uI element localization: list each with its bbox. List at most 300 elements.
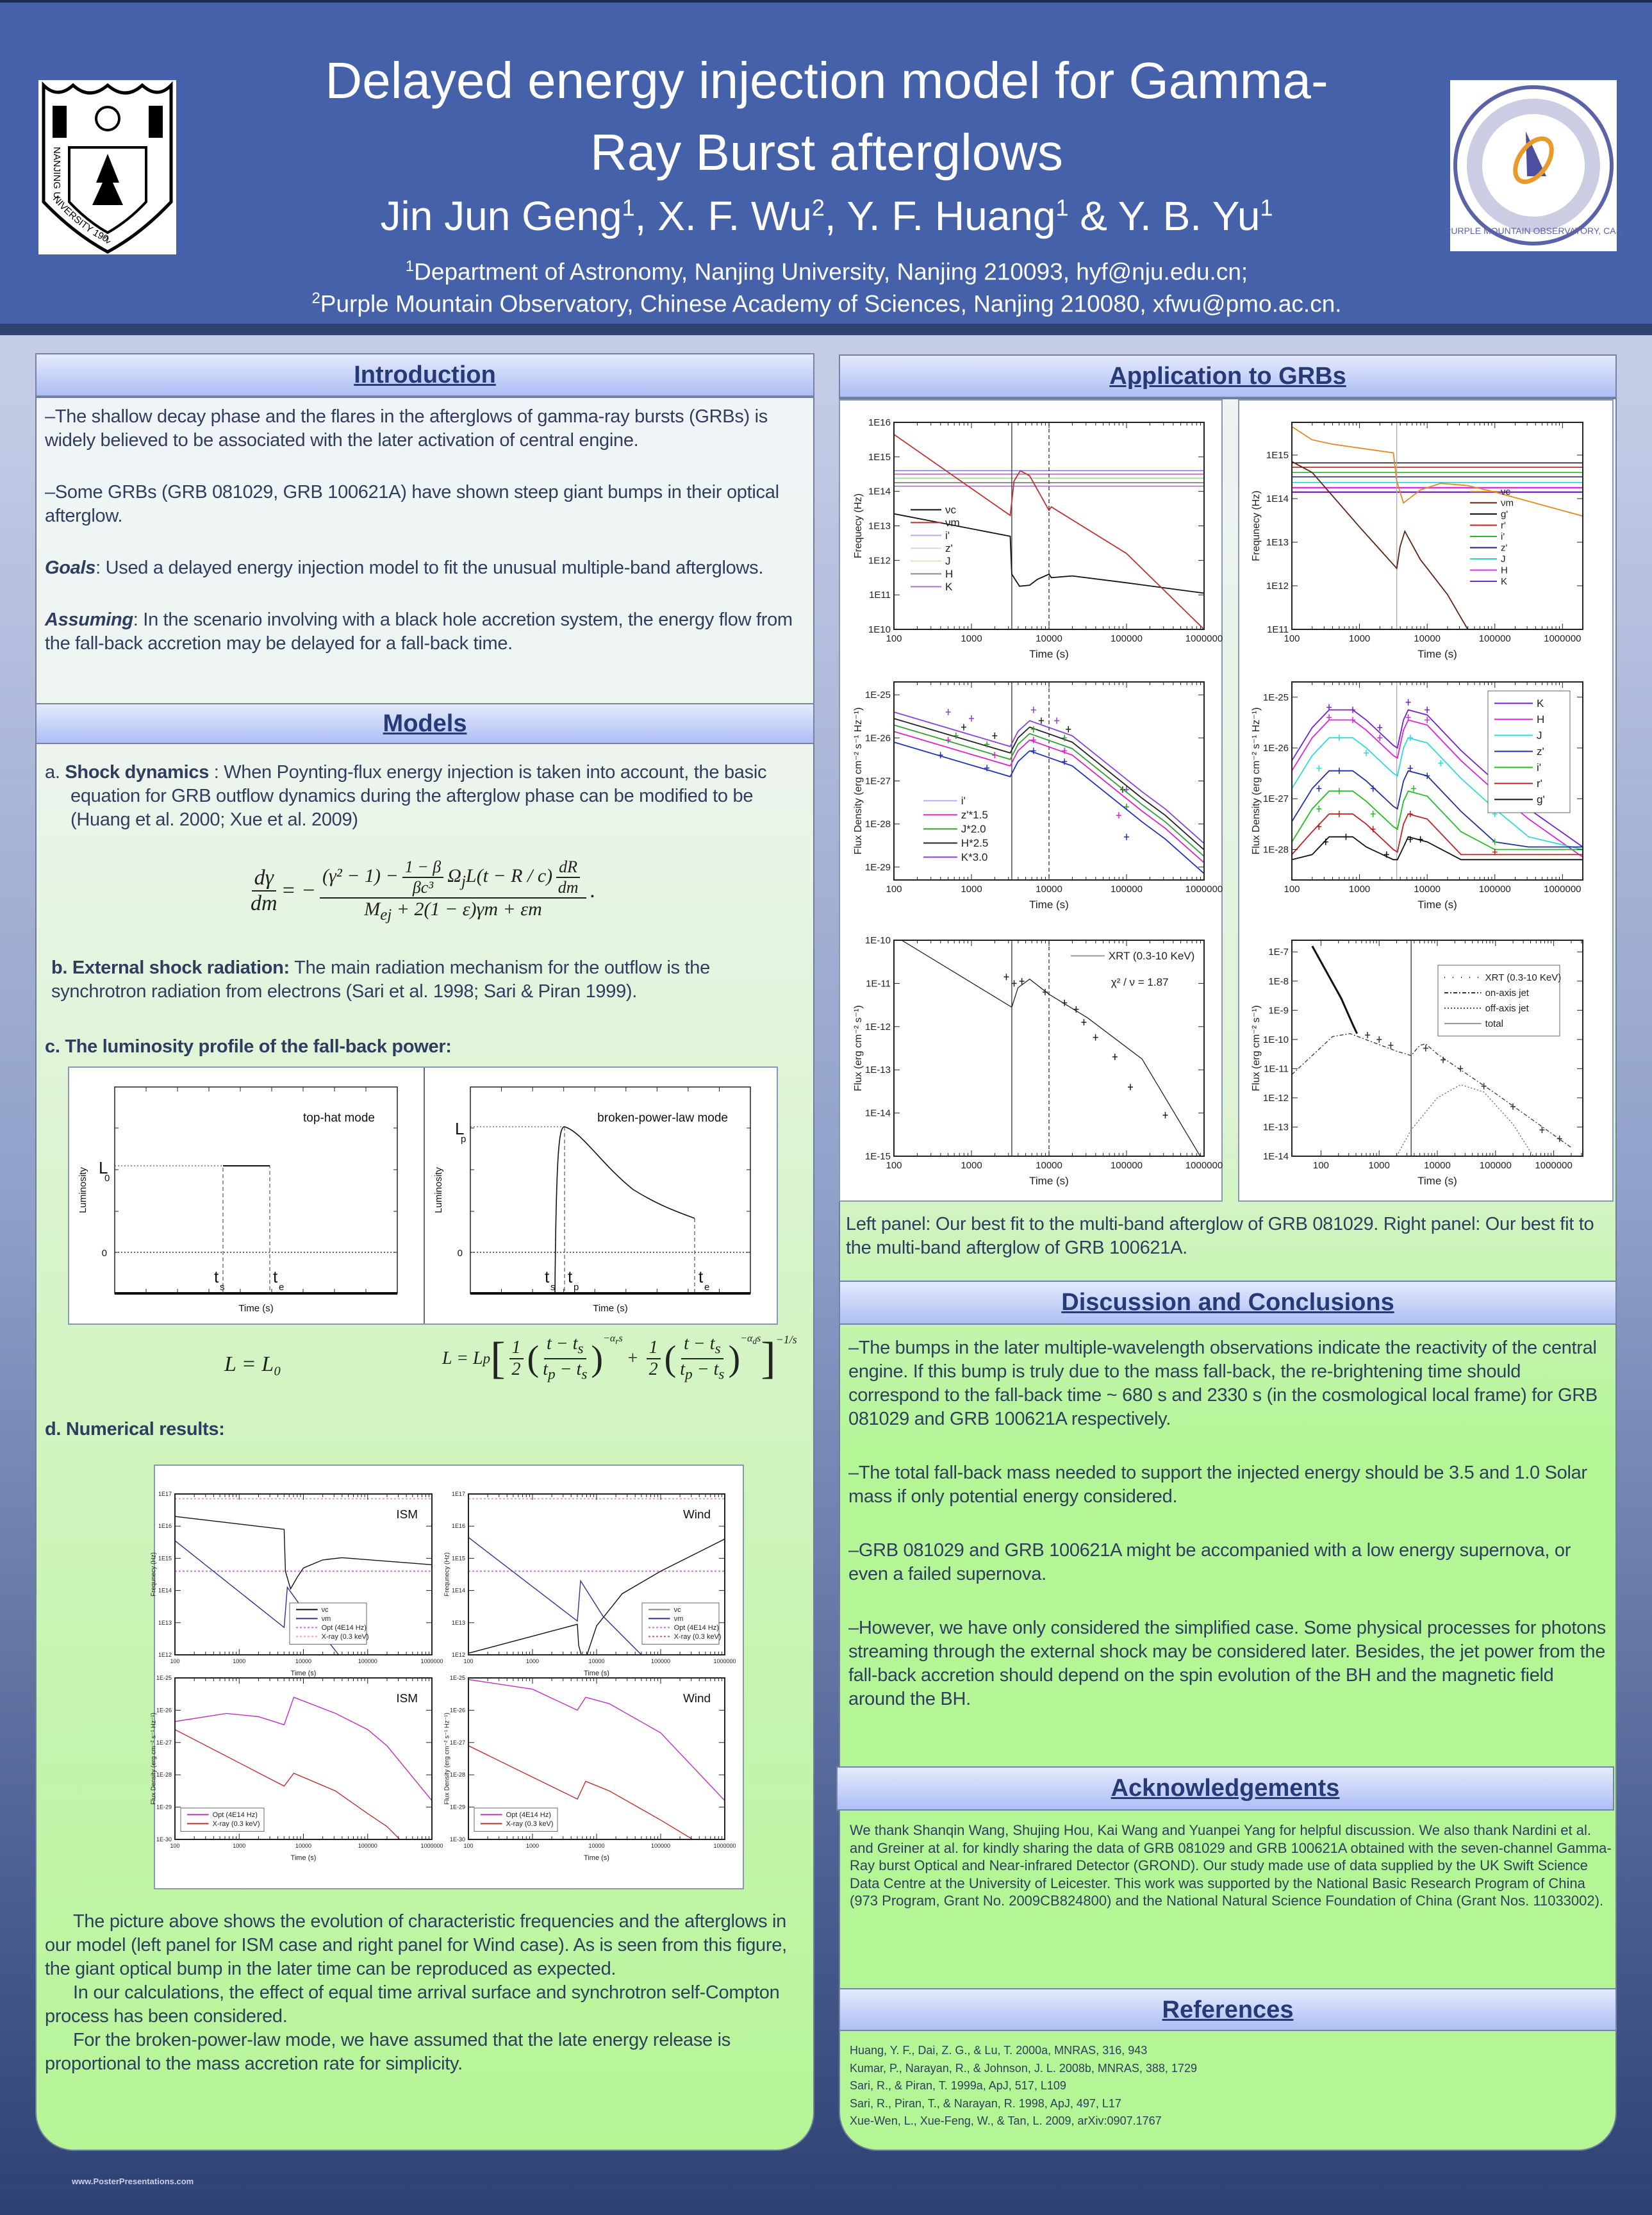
eq-term: t [543, 1359, 548, 1379]
poster-title-line2: Ray Burst afterglows [590, 124, 1064, 181]
x-axis-label: Time (s) [593, 1303, 628, 1314]
eq-term: d [752, 1336, 757, 1347]
axis-marker-subscript: s [220, 1282, 225, 1293]
section-title: Acknowledgements [1111, 1775, 1340, 1802]
author-name: X. F. Wu [657, 193, 812, 239]
x-tick-label: 10000 [1036, 633, 1062, 644]
luminosity-plot [78, 1087, 397, 1314]
model-curve [1292, 461, 1468, 629]
y-axis-label: Flux (erg cm⁻² s⁻¹) [1251, 1005, 1262, 1091]
x-tick-label: 1000 [233, 1658, 246, 1664]
eq-term: − t [555, 1359, 582, 1379]
x-tick-label: 100000 [1110, 884, 1143, 895]
model-curve [1292, 814, 1583, 854]
y-tick-label: 1E-10 [864, 935, 891, 946]
axis-marker-label: t [545, 1267, 550, 1286]
luminosity-profile-title: c. The luminosity profile of the fall-back power: [45, 1036, 452, 1057]
legend-label: z' [1501, 542, 1508, 554]
grb081029-flux-plot [853, 682, 1223, 911]
y-tick-label: 1E-30 [449, 1836, 465, 1843]
grb100621a-figure-panel [1238, 399, 1614, 1202]
axis-marker-subscript: 0 [104, 1173, 110, 1184]
x-tick-label: 1000 [961, 1160, 982, 1171]
affiliation-mark: 1 [405, 258, 415, 275]
axis-marker-subscript: p [574, 1282, 579, 1293]
model-curve [468, 1538, 641, 1655]
axis-marker-label: L [99, 1158, 108, 1177]
legend-label: g' [1501, 509, 1508, 520]
x-tick-label: 100 [886, 633, 902, 644]
x-tick-label: 10000 [1414, 884, 1441, 895]
y-tick-label: 1E-9 [1268, 1005, 1289, 1016]
y-axis-label: Frequnecy (Hz) [443, 1552, 451, 1597]
x-tick-label: 1000 [233, 1843, 246, 1849]
legend-label: νc [1501, 486, 1510, 497]
x-tick-label: 10000 [1414, 633, 1441, 644]
x-tick-label: 100 [170, 1843, 180, 1849]
lion-left-emblem [53, 106, 67, 138]
legend-label: off-axis jet [1485, 1003, 1529, 1014]
author-separator: & [1068, 193, 1118, 239]
y-tick-label: 1E-28 [156, 1771, 172, 1779]
mode-title: broken-power-law mode [597, 1111, 728, 1125]
header-divider [0, 324, 1652, 335]
affiliation-2 [192, 290, 1461, 317]
y-tick-label: 1E-28 [449, 1771, 465, 1779]
x-axis-label: Time (s) [584, 1670, 609, 1677]
legend-label: total [1485, 1018, 1503, 1029]
affiliation-text: Department of Astronomy, Nanjing University, Nanjing 210093, hyf@nju.edu.cn; [414, 258, 1248, 285]
eq-term: Ω [447, 865, 461, 886]
y-tick-label: 1E14 [451, 1587, 465, 1594]
y-tick-label: 1E-25 [449, 1675, 465, 1681]
y-tick-label: 1E-27 [156, 1739, 172, 1746]
y-tick-label: 1E15 [1266, 450, 1289, 461]
y-tick-label: 1E-29 [864, 861, 891, 873]
y-axis-label: Flux Density (erg cm⁻² s⁻¹ Hz⁻¹) [1251, 707, 1262, 855]
eq-term: dm [558, 878, 579, 897]
reference-item: Sari, R., & Piran, T. 1999a, ApJ, 517, L109 [850, 2079, 1066, 2092]
eq-term: M [364, 899, 381, 920]
affiliation-mark: 2 [311, 290, 320, 307]
y-tick-label: 1E14 [1266, 494, 1289, 504]
legend-label: r' [1501, 520, 1506, 531]
legend-label: Opt (4E14 Hz) [321, 1624, 367, 1632]
eq-term: s [757, 1333, 761, 1344]
axis-marker-label: t [698, 1267, 704, 1286]
eq-term: (γ² − 1) − [322, 865, 399, 886]
model-curve [1292, 1034, 1571, 1148]
model-curve [902, 940, 1200, 1156]
eq-term: + 2(1 − ε)γm + εm [392, 899, 542, 920]
model-curve [175, 1516, 432, 1589]
legend-label: i' [1501, 531, 1505, 542]
grb081029-figure-panel [839, 399, 1223, 1202]
poster-title-line1: Delayed energy injection model for Gamma- [325, 52, 1328, 109]
legend-label: X-ray (0.3 keV) [321, 1633, 369, 1641]
discussion-paragraph: –GRB 081029 and GRB 100621A might be accompanied with a low energy supernova, or even a failed supernova. [848, 1540, 1571, 1584]
zero-label: 0 [457, 1248, 463, 1259]
eq-term: p [547, 1366, 556, 1383]
eq-term: −1/s [775, 1333, 797, 1346]
eq-term: s [577, 1341, 584, 1357]
y-tick-label: 1E16 [868, 417, 891, 428]
y-tick-label: 1E-11 [1264, 1063, 1289, 1075]
x-tick-label: 10000 [295, 1658, 312, 1664]
reference-item: Sari, R., Piran, T., & Narayan, R. 1998, ApJ, 497, L17 [850, 2096, 1121, 2110]
legend-label: K [1501, 576, 1508, 587]
author-name: Jin Jun Geng [380, 193, 622, 239]
ism-freq-plot [150, 1491, 443, 1677]
logo-lettering: PURPLE MOUNTAIN OBSERVATORY, CAS [1445, 226, 1622, 236]
item-marker: a. [45, 762, 60, 783]
eq-term: 2 [648, 1359, 658, 1379]
wind-freq-plot [443, 1491, 736, 1677]
wind-flux-plot [443, 1675, 736, 1862]
eq-term: . [590, 879, 596, 902]
model-paragraph: The picture above shows the evolution of characteristic frequencies and the afterglows in our model (left panel for ISM case and right panel for Wind case). As is seen from this figure, the giant optical bump in the later time can be reproduced as expected. [45, 1911, 787, 1979]
eq-term: 1 [509, 1338, 524, 1359]
x-tick-label: 10000 [295, 1843, 312, 1849]
panel-title: ISM [396, 1692, 418, 1705]
eq-term: − t [692, 1359, 719, 1379]
x-tick-label: 100000 [650, 1658, 671, 1664]
legend-label: J [1501, 554, 1506, 565]
legend-label: X-ray (0.3 keV) [506, 1820, 554, 1828]
eq-term: p [483, 1350, 491, 1367]
legend-label: z'*1.5 [961, 809, 988, 821]
y-tick-label: 1E10 [868, 624, 891, 635]
axis-marker-subscript: p [461, 1134, 467, 1145]
x-axis-label: Time (s) [1417, 1175, 1457, 1187]
y-tick-label: 1E16 [158, 1523, 172, 1530]
model-curve [1396, 1084, 1533, 1156]
x-tick-label: 100000 [1478, 633, 1511, 644]
panel-title: Wind [682, 1508, 711, 1522]
shock-dynamics-text [45, 761, 795, 832]
x-tick-label: 100 [1284, 633, 1300, 644]
luminosity-profile-label [45, 1035, 452, 1059]
x-tick-label: 100 [463, 1658, 474, 1664]
y-tick-label: 1E17 [451, 1491, 465, 1497]
legend-label: νc [673, 1606, 681, 1614]
eq-term: βc³ [412, 878, 434, 897]
axis-marker-label: t [273, 1267, 278, 1286]
x-axis-label: Time (s) [1029, 899, 1069, 911]
legend-label: νm [945, 517, 960, 529]
x-tick-label: 10000 [588, 1658, 605, 1664]
panel-title: ISM [396, 1508, 418, 1522]
eq-term: j [461, 872, 466, 890]
legend-label: J [945, 555, 951, 567]
legend-label: K*3.0 [961, 851, 988, 863]
author-affiliation-mark: 2 [811, 194, 825, 221]
eq-term: + [626, 1348, 639, 1368]
y-tick-label: 1E-29 [156, 1804, 172, 1811]
model-paragraph: In our calculations, the effect of equal time arrival surface and synchrotron self-Compton process has been considered. [45, 1982, 780, 2027]
grb100621a-flux-plot [1251, 682, 1583, 911]
legend-label: r' [1537, 777, 1542, 790]
mode-title: top-hat mode [303, 1111, 375, 1125]
eq-term: −α [603, 1333, 616, 1344]
intro-paragraph: –The shallow decay phase and the flares in the afterglows of gamma-ray bursts (GRBs) is widely believed to be associated with the later activation of central engine. [45, 406, 768, 451]
author-separator: , [824, 193, 847, 239]
affiliation-text: Purple Mountain Observatory, Chinese Academy of Sciences, Nanjing 210080, xfwu@pmo.ac.cn. [320, 290, 1342, 317]
eq-term: 1 [647, 1338, 661, 1359]
legend-label: νm [1501, 497, 1514, 509]
author-affiliation-mark: 1 [622, 194, 635, 221]
author-name: Y. F. Huang [847, 193, 1056, 239]
y-tick-label: 1E-28 [864, 818, 891, 830]
y-axis-label: Frequecy (Hz) [853, 493, 864, 559]
y-tick-label: 1E-13 [864, 1065, 891, 1076]
x-axis-label: Time (s) [290, 1670, 317, 1677]
y-tick-label: 1E13 [868, 520, 891, 532]
x-tick-label: 1000000 [1185, 633, 1223, 644]
x-tick-label: 100000 [1110, 633, 1143, 644]
eq-term: p [685, 1366, 693, 1383]
shock-dynamics-label: Shock dynamics [65, 762, 210, 783]
x-axis-label: Time (s) [584, 1854, 609, 1862]
x-tick-label: 1000000 [713, 1843, 736, 1849]
affiliation-1 [192, 258, 1461, 285]
axis-marker-subscript: e [279, 1282, 285, 1293]
external-shock-body: The main radiation mechanism for the outflow is the synchrotron radiation from electrons (Sari et al. 1998; Sari & Piran 1999). [51, 958, 710, 1002]
legend-label: z' [1537, 745, 1544, 758]
model-curve [1292, 427, 1583, 516]
x-tick-label: 100 [886, 884, 902, 895]
eq-term: t [680, 1359, 686, 1379]
x-tick-label: 1000000 [1185, 1160, 1223, 1171]
x-axis-label: Time (s) [1029, 648, 1069, 660]
y-tick-label: 1E12 [158, 1652, 172, 1658]
goals-text: : Used a delayed energy injection model to fit the unusual multiple-band afterglows. [95, 558, 764, 578]
section-title: Discussion and Conclusions [1061, 1289, 1394, 1316]
logo-lettering-text: NANJING UNIVERSITY 1902 [50, 147, 113, 246]
y-tick-label: 1E-25 [1262, 692, 1289, 703]
y-tick-label: 1E17 [158, 1491, 172, 1497]
x-tick-label: 1000000 [1544, 884, 1582, 895]
x-tick-label: 1000 [1348, 884, 1371, 895]
section-title: Models [383, 710, 467, 737]
x-tick-label: 100000 [1110, 1160, 1143, 1171]
legend-label: νm [673, 1615, 684, 1623]
eq-term: L(t − R / c) [465, 865, 553, 886]
section-title: Introduction [354, 361, 496, 388]
x-tick-label: 100 [1312, 1160, 1329, 1171]
legend-label: H [1537, 713, 1545, 726]
discussion-paragraph: –However, we have only considered the simplified case. Some physical processes for photons streaming through the external shock may be considered later. Besides, the jet power from the fall-back accretion should depend on the spin evolution of the BH and the magnetic field around the BH. [848, 1618, 1606, 1709]
footer-site-link[interactable]: www.PosterPresentations.com [72, 2177, 194, 2186]
y-axis-label: Flux (erg cm⁻² s⁻¹) [853, 1005, 864, 1091]
numerical-results-title: d. Numerical results: [45, 1419, 225, 1439]
y-tick-label: 1E14 [868, 486, 891, 497]
legend-label: νc [321, 1606, 329, 1614]
y-tick-label: 1E-25 [156, 1675, 172, 1681]
y-tick-label: 1E15 [451, 1555, 465, 1562]
x-tick-label: 1000000 [1185, 884, 1223, 895]
legend-label: H*2.5 [961, 837, 989, 849]
x-tick-label: 1000000 [713, 1658, 736, 1664]
axis-marker-label: L [455, 1119, 465, 1138]
x-axis-label: Time (s) [238, 1303, 274, 1314]
eq-term: = − [281, 879, 316, 902]
y-tick-label: 1E-25 [864, 690, 891, 701]
legend-label: Opt (4E14 Hz) [212, 1811, 258, 1819]
fit-statistic-annotation: χ² / ν = 1.87 [1111, 975, 1169, 988]
y-tick-label: 1E-28 [1262, 844, 1289, 856]
eq-term: dR [556, 858, 580, 878]
discussion-header [839, 1281, 1617, 1325]
y-tick-label: 1E-10 [1262, 1034, 1289, 1045]
goals-label: Goals [45, 558, 96, 578]
eq-term: s [714, 1341, 721, 1357]
numerical-results-text [45, 1910, 801, 2076]
eq-term: s [718, 1366, 725, 1383]
grb100621a-xray-plot [1251, 940, 1583, 1187]
discussion-paragraph: –The total fall-back mass needed to support the injected energy should be 3.5 and 1.0 Solar mass if only potential energy considered. [848, 1463, 1587, 1507]
axis-marker-subscript: s [550, 1282, 556, 1293]
author-affiliation-mark: 1 [1055, 194, 1069, 221]
y-tick-label: 1E15 [868, 451, 891, 463]
x-tick-label: 100000 [358, 1843, 377, 1849]
introduction-body [45, 405, 811, 656]
discussion-body [848, 1336, 1611, 1711]
legend-label: X-ray (0.3 keV) [212, 1820, 260, 1828]
zero-label: 0 [101, 1248, 107, 1259]
broken-power-law-curve [555, 1127, 695, 1293]
x-tick-label: 1000 [961, 884, 982, 895]
x-tick-label: 100 [886, 1160, 902, 1171]
y-tick-label: 1E-7 [1268, 947, 1289, 958]
x-tick-label: 1000000 [420, 1843, 443, 1849]
references-header [839, 1988, 1617, 2031]
eq-term: ej [380, 906, 392, 924]
y-tick-label: 1E-26 [1262, 743, 1289, 754]
x-tick-label: 1000 [525, 1843, 540, 1849]
y-axis-label: Flux Density (erg cm⁻² s⁻¹ Hz⁻¹) [443, 1713, 451, 1805]
x-tick-label: 100000 [358, 1658, 377, 1664]
reference-item: Kumar, P., Narayan, R., & Johnson, J. L. 2008b, MNRAS, 388, 1729 [850, 2061, 1197, 2075]
legend-label: g' [1537, 793, 1545, 806]
y-tick-label: 1E-29 [449, 1804, 465, 1811]
y-tick-label: 1E16 [451, 1523, 465, 1530]
model-curve [1312, 946, 1357, 1034]
eq-term: dm [251, 892, 277, 915]
y-tick-label: 1E13 [158, 1619, 172, 1626]
x-tick-label: 10000 [588, 1843, 605, 1849]
eq-term: r [615, 1336, 619, 1347]
assuming-label: Assuming [45, 610, 133, 630]
y-tick-label: 1E-26 [449, 1707, 465, 1714]
legend-label: Opt (4E14 Hz) [506, 1811, 551, 1819]
x-tick-label: 100000 [1478, 884, 1511, 895]
y-tick-label: 1E-15 [864, 1151, 891, 1162]
eq-term: L = L [442, 1348, 483, 1368]
dynamics-equation [247, 846, 606, 936]
intro-paragraph: –Some GRBs (GRB 081029, GRB 100621A) have shown steep giant bumps in their optical afterglow. [45, 482, 779, 526]
panel-title: Wind [682, 1692, 711, 1705]
numerical-results-figure [150, 1464, 744, 1889]
application-caption: Left panel: Our best fit to the multi-band afterglow of GRB 081029. Right panel: Our best fit to the multi-band afterglow of GRB 100621A. [846, 1214, 1594, 1258]
x-tick-label: 100 [1284, 884, 1300, 895]
legend-label: J*2.0 [961, 823, 986, 835]
legend-label: K [1537, 697, 1544, 709]
legend-label: z' [945, 542, 953, 554]
y-tick-label: 1E-14 [864, 1108, 891, 1119]
x-tick-label: 1000000 [420, 1658, 443, 1664]
references-list [850, 2042, 1612, 2130]
legend-label: on-axis jet [1485, 988, 1529, 999]
legend-label: H [1501, 565, 1508, 576]
external-shock-label: b. External shock radiation: [51, 958, 290, 978]
author-name: Y. B. Yu [1118, 193, 1260, 239]
y-tick-label: 1E-8 [1268, 975, 1289, 987]
x-tick-label: 1000 [525, 1658, 540, 1664]
section-title: References [1162, 1996, 1294, 2023]
numerical-results-label [45, 1418, 225, 1441]
tophat-edges [223, 1166, 270, 1293]
intro-assuming [45, 608, 811, 656]
purple-mountain-observatory-logo [1445, 80, 1622, 251]
discussion-paragraph: –The bumps in the later multiple-wavelength observations indicate the reactivity of the central engine. If this bump is truly due to the mass fall-back, the re-brightening time should correspond to the fall-back time ~ 680 s and 2330 s (in the cosmological local frame) for GRB 081029 and GRB 100621A respectively. [848, 1338, 1598, 1429]
legend-label: X-ray (0.3 keV) [673, 1633, 722, 1641]
y-tick-label: 1E-13 [1262, 1122, 1289, 1133]
y-axis-label: Flux Density (erg cm⁻² s⁻¹ Hz⁻¹) [150, 1713, 158, 1805]
y-axis-label: Luminosity [433, 1167, 444, 1213]
x-axis-label: Time (s) [1029, 1175, 1069, 1187]
legend-label: i' [1537, 761, 1542, 774]
x-tick-label: 1000 [961, 633, 982, 644]
x-tick-label: 1000 [1368, 1160, 1390, 1171]
y-tick-label: 1E-12 [1262, 1092, 1289, 1104]
eq-term: −α [740, 1333, 753, 1344]
eq-term: s [618, 1333, 623, 1344]
y-tick-label: 1E-26 [864, 733, 891, 744]
author-affiliation-mark: 1 [1260, 194, 1273, 221]
x-tick-label: 100000 [1479, 1160, 1512, 1171]
section-title: Application to GRBs [1109, 363, 1346, 390]
axis-marker-label: t [568, 1267, 573, 1286]
eq-term: 2 [511, 1359, 521, 1379]
axis-marker-label: t [214, 1267, 219, 1286]
grb100621a-freq-plot [1251, 422, 1583, 660]
eq-term: t − t [684, 1334, 715, 1354]
plot-frame [1292, 422, 1583, 629]
x-tick-label: 1000 [1348, 633, 1371, 644]
y-axis-label: Flux Density (erg cm⁻² s⁻¹ Hz⁻¹) [853, 707, 864, 855]
y-tick-label: 1E12 [451, 1652, 465, 1658]
reference-item: Huang, Y. F., Dai, Z. G., & Lu, T. 2000a, MNRAS, 316, 943 [850, 2044, 1148, 2057]
x-tick-label: 10000 [1424, 1160, 1451, 1171]
grb081029-freq-plot [853, 417, 1223, 660]
y-axis-label: Luminosity [78, 1167, 88, 1213]
x-tick-label: 100 [170, 1658, 180, 1664]
author-list [192, 192, 1461, 240]
nanjing-university-logo [38, 80, 176, 254]
y-tick-label: 1E12 [1266, 581, 1289, 592]
y-tick-label: 1E13 [451, 1619, 465, 1626]
y-tick-label: 1E15 [158, 1555, 172, 1562]
legend-label: XRT (0.3-10 KeV) [1108, 950, 1195, 962]
assuming-text: : In the scenario involving with a black hole accretion system, the energy flow from the fall-back accretion may be delayed for a fall-back time. [45, 610, 793, 654]
model-curve [1292, 837, 1583, 860]
tophat-equation: L = L₀ [224, 1352, 281, 1376]
eq-term: t − t [547, 1334, 578, 1354]
x-tick-label: 10000 [1036, 1160, 1062, 1171]
model-curve [175, 1697, 432, 1800]
reference-item: Xue-Wen, L., Xue-Feng, W., & Tan, L. 2009, arXiv:0907.1767 [850, 2114, 1162, 2127]
